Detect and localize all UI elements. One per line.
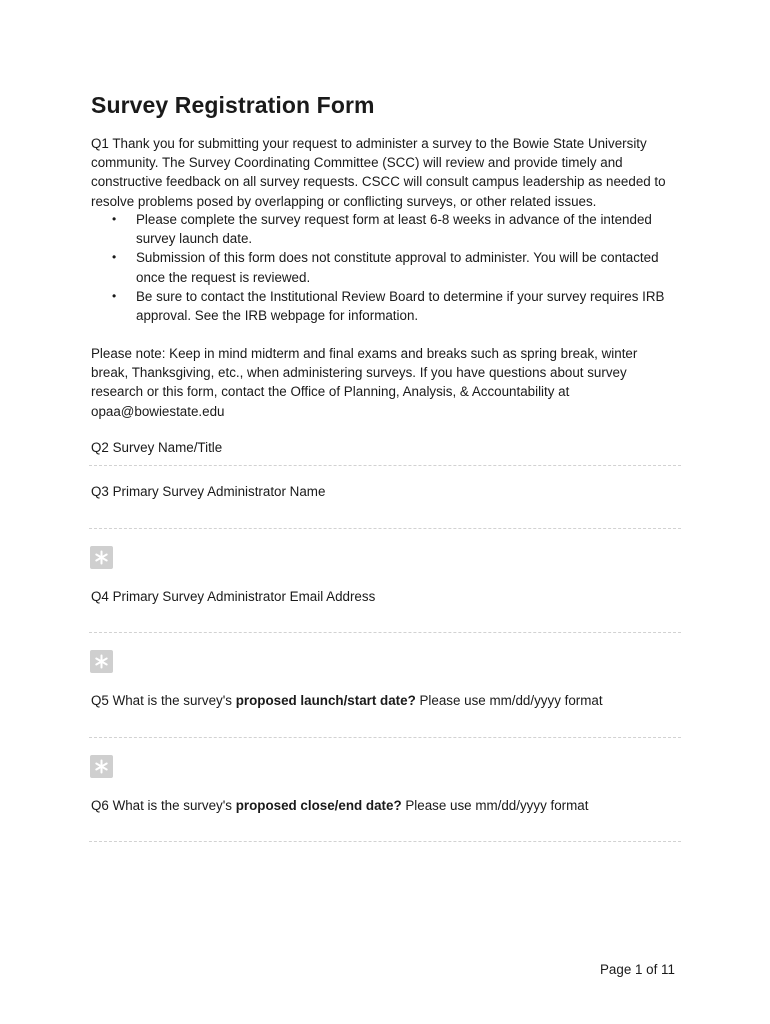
bullet-text: Please complete the survey request form at least 6-8 weeks in advance of the intended survey launch date. — [136, 212, 652, 247]
q3-label: Q3 Primary Survey Administrator Name — [91, 484, 326, 499]
q4-answer-line[interactable] — [89, 632, 681, 633]
q1-intro-text: Q1 Thank you for submitting your request to administer a survey to the Bowie State University community. The Survey Coordinating Committee (SCC) will review and provide timely and constructive feedback on all survey requests. CSCC will consult campus leadership as needed to resolve problems posed by overlapping or conflicting surveys, or other related issues. — [91, 136, 666, 209]
q5-answer-line[interactable] — [89, 737, 681, 738]
q6-required-marker — [90, 755, 113, 778]
asterisk-icon — [94, 654, 109, 669]
q2-answer-line[interactable] — [89, 465, 681, 466]
q6-suffix: Please use mm/dd/yyyy format — [401, 798, 589, 813]
asterisk-icon — [94, 759, 109, 774]
q5-label — [91, 691, 603, 710]
q6-answer-line[interactable] — [89, 841, 681, 842]
q5-prefix: Q5 What is the survey's — [91, 693, 236, 708]
list-item — [91, 287, 686, 325]
q1-note-text: Please note: Keep in mind midterm and final exams and breaks such as spring break, winter break, Thanksgiving, etc., when administering surveys. If you have questions about survey research or this form, contact the Office of Planning, Analysis, & Accountability at opaa@bowiestate.edu — [91, 346, 638, 419]
page-title: Survey Registration Form — [91, 92, 375, 118]
list-item — [91, 248, 686, 286]
bullet-icon: • — [112, 288, 117, 303]
q4-label: Q4 Primary Survey Administrator Email Address — [91, 589, 376, 604]
q2-label: Q2 Survey Name/Title — [91, 440, 223, 455]
q6-label — [91, 796, 588, 815]
q5-bold: proposed launch/start date? — [235, 693, 416, 708]
q6-bold: proposed close/end date? — [235, 798, 402, 813]
q5-required-marker — [90, 650, 113, 673]
q4-required-marker — [90, 546, 113, 569]
q3-answer-line[interactable] — [89, 528, 681, 529]
q1-bullet-list — [91, 210, 686, 325]
q6-prefix: Q6 What is the survey's — [91, 798, 236, 813]
bullet-icon: • — [112, 212, 117, 226]
bullet-text: Submission of this form does not constitute approval to administer. You will be contacted once the request is reviewed. — [136, 250, 659, 285]
asterisk-icon — [94, 550, 109, 565]
bullet-text: Be sure to contact the Institutional Review Board to determine if your survey requires IRB approval. See the IRB webpage for information. — [136, 288, 665, 324]
q5-suffix: Please use mm/dd/yyyy format — [415, 693, 603, 708]
bullet-icon: • — [112, 250, 117, 265]
page-number: Page 1 of 11 — [600, 962, 675, 977]
list-item — [91, 210, 686, 248]
